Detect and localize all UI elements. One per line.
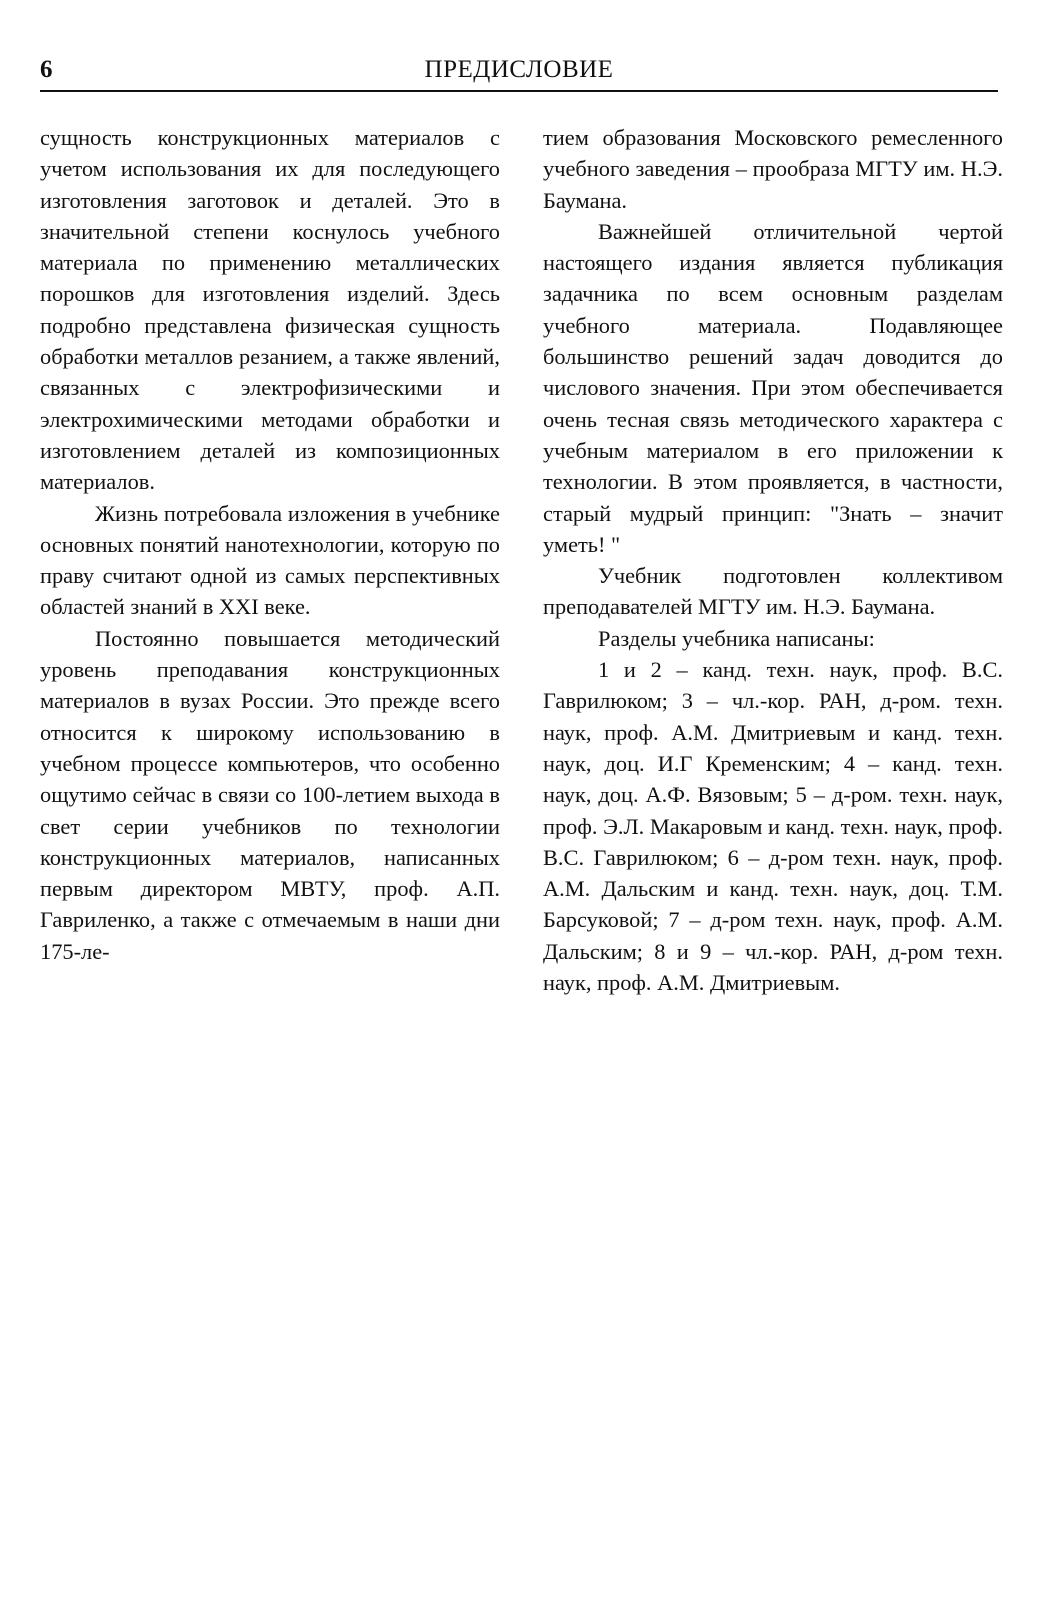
running-title: ПРЕДИСЛОВИЕ xyxy=(424,56,614,83)
page-number: 6 xyxy=(40,56,53,83)
paragraph: Жизнь потребовала изложения в учебнике основных понятий нанотехнологии, которую по праву считают одной из самых перспективных областей знаний в XXI веке. xyxy=(40,500,500,620)
page-header xyxy=(40,54,998,92)
paragraph: Разделы учебника написаны: xyxy=(598,625,875,651)
left-column xyxy=(40,122,500,967)
paragraph: 1 и 2 – канд. техн. наук, проф. В.С. Гаврилюком; 3 – чл.-кор. РАН, д-ром. техн. наук, проф. А.М. Дмитриевым и канд. техн. наук, доц. И.Г Кременским; 4 – канд. техн. наук, доц. А.Ф. Вязовым; 5 – д-ром. техн. наук, проф. Э.Л. Макаровым и канд. техн. наук, проф. В.С. Гаврилюком; 6 – д-ром техн. наук, проф. А.М. Дальским и канд. техн. наук, доц. Т.М. Барсуковой; 7 – д-ром техн. наук, проф. А.М. Дальским; 8 и 9 – чл.-кор. РАН, д-ром техн. наук, проф. А.М. Дмитриевым. xyxy=(543,657,1003,996)
paragraph: тием образования Московского ремесленного учебного заведения – прообраза МГТУ им. Н.Э. Баумана. xyxy=(543,125,1003,213)
paragraph: Важнейшей отличительной чертой настоящего издания является публикация задачника по всем основным разделам учебного материала. Подавляющее большинство решений задач доводится до числового значения. При этом обеспечивается очень тесная связь методического характера с учебным материалом в его приложении к технологии. В этом проявляется, в частности, старый мудрый принцип: "Знать – значит уметь! " xyxy=(543,218,1003,557)
paragraph: Постоянно повышается методический уровень преподавания конструкционных материалов в вузах России. Это прежде всего относится к широкому использованию в учебном процессе компьютеров, что особенно ощутимо сейчас в связи со 100-летием выхода в свет серии учебников по технологии конструкционных материалов, написанных первым директором МВТУ, проф. А.П. Гавриленко, а также с отмечаемым в наши дни 175-ле- xyxy=(40,625,500,964)
paragraph: сущность конструкционных материалов с учетом использования их для последующего изготовления заготовок и деталей. Это в значительной степени коснулось учебного материала по применению металлических порошков для изготовления изделий. Здесь подробно представлена физическая сущность обработки металлов резанием, а также явлений, связанных с электрофизическими и электрохимическими методами обработки и изготовлением деталей из композиционных материалов. xyxy=(40,125,500,495)
right-column xyxy=(543,122,1003,998)
paragraph: Учебник подготовлен коллективом преподавателей МГТУ им. Н.Э. Баумана. xyxy=(543,563,1003,620)
